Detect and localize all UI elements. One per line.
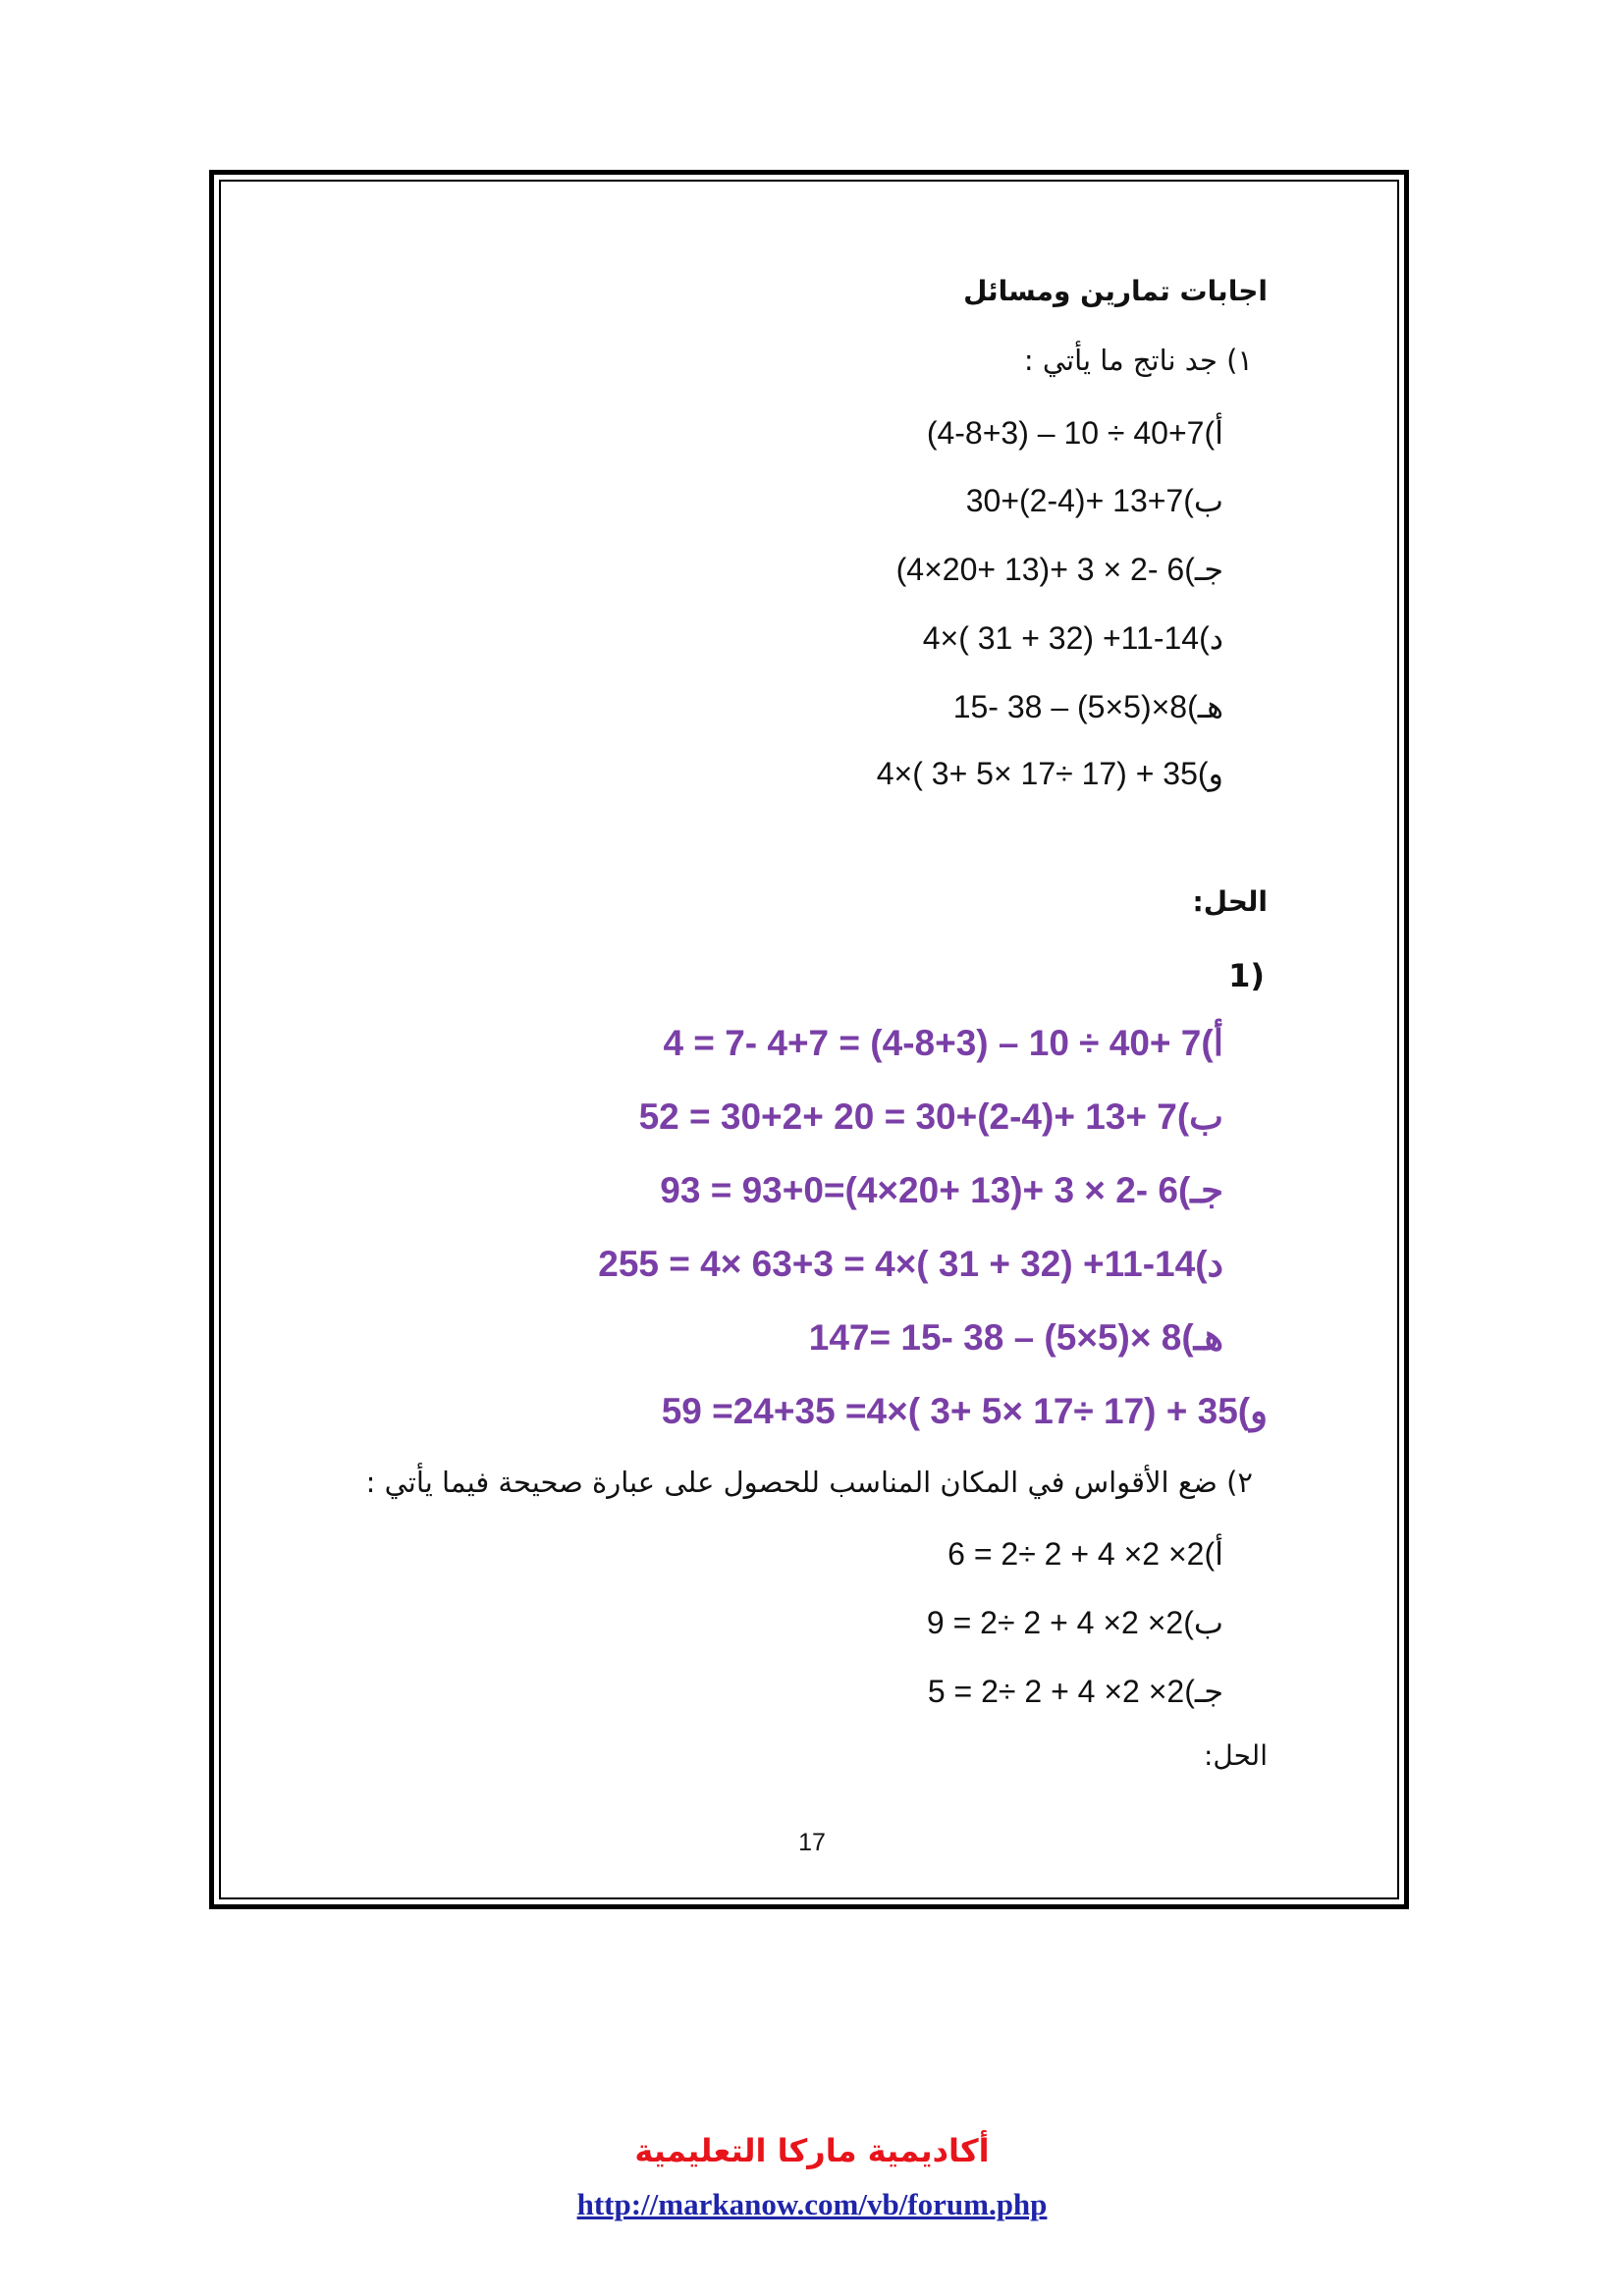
question-2-item-a [947,1535,1223,1573]
item-expression: 4×( 31 + 32) +11-14 [922,620,1200,656]
item-expression: 5 = 2÷ 2 + 4 ×2 ×2 [927,1674,1185,1709]
answer-label: د) [1195,1244,1223,1284]
footer-academy-name: أكاديمية ماركا التعليمية [634,2132,990,2169]
answer-expression: 255 = 4× 63+3 = 4×( 31 + 32) +11-14 [598,1244,1196,1284]
answer-expression: 4 = 7- 4+7 = (4-8+3) – 10 ÷ 40+ 7 [663,1023,1202,1063]
question-1-item-d [923,619,1223,657]
item-expression: 4×( 3+ 5× 17÷ 17) + 35 [876,756,1198,791]
solution-2-label: الحل: [1203,1739,1268,1772]
solution-1-answer-a [663,1022,1223,1064]
answer-label: و) [1237,1391,1268,1431]
solution-1-label: الحل: [1192,885,1268,918]
solution-1-answer-d [598,1243,1223,1285]
answer-expression: 93 = 93+0=(4×20+ 13)+ 3 × 2- 6 [660,1170,1178,1210]
item-label: جـ) [1184,552,1223,587]
answer-label: أ) [1201,1023,1223,1063]
item-label: و) [1197,756,1223,791]
answer-expression: 52 = 30+2+ 20 = 30+(2-4)+ 13+ 7 [638,1096,1177,1137]
item-expression: (4-8+3) – 10 ÷ 40+7 [926,415,1205,451]
solution-1-answer-b [639,1095,1223,1138]
item-expression: 9 = 2÷ 2 + 4 ×2 ×2 [926,1605,1184,1640]
item-label: أ) [1204,1536,1223,1572]
question-2-item-b [927,1604,1223,1641]
item-label: د) [1199,620,1223,656]
item-expression: 30+(2-4)+ 13+7 [965,483,1184,518]
item-label: ب) [1183,1605,1223,1640]
item-expression: 6 = 2÷ 2 + 4 ×2 ×2 [947,1536,1205,1572]
solution-1-answer-c [660,1169,1223,1211]
item-expression: 15- 38 – (5×5)×8 [952,689,1188,724]
item-label: ب) [1183,483,1223,518]
page-heading: اجابات تمارين ومسائل [963,275,1268,307]
solution-1-answer-f [662,1390,1268,1432]
question-1-prompt: ١) جد ناتج ما يأتي : [1023,344,1253,377]
answer-expression: 147= 15- 38 – (5×5)× 8 [808,1317,1182,1358]
page-number: 17 [798,1829,826,1856]
footer-link[interactable]: http://markanow.com/vb/forum.php [576,2187,1048,2221]
question-1-item-b [966,482,1223,519]
item-label: جـ) [1184,1674,1223,1709]
item-expression: (4×20+ 13)+ 3 × 2- 6 [895,552,1185,587]
question-1-item-f [877,755,1223,792]
answer-label: هـ) [1181,1317,1223,1358]
question-1-item-e [953,688,1223,725]
question-2-prompt: ٢) ضع الأقواس في المكان المناسب للحصول على عبارة صحيحة فيما يأتي : [365,1466,1253,1499]
solution-1-number: 1) [1228,957,1265,994]
answer-label: ب) [1176,1096,1223,1137]
question-1-item-a [927,414,1223,452]
item-label: هـ) [1187,689,1223,724]
question-1-item-c [896,551,1223,588]
solution-1-answer-e [809,1316,1223,1359]
answer-label: جـ) [1177,1170,1223,1210]
question-2-item-c [928,1673,1223,1710]
item-label: أ) [1204,415,1223,451]
answer-expression: 59 =24+35 =4×( 3+ 5× 17÷ 17) + 35 [661,1391,1238,1431]
